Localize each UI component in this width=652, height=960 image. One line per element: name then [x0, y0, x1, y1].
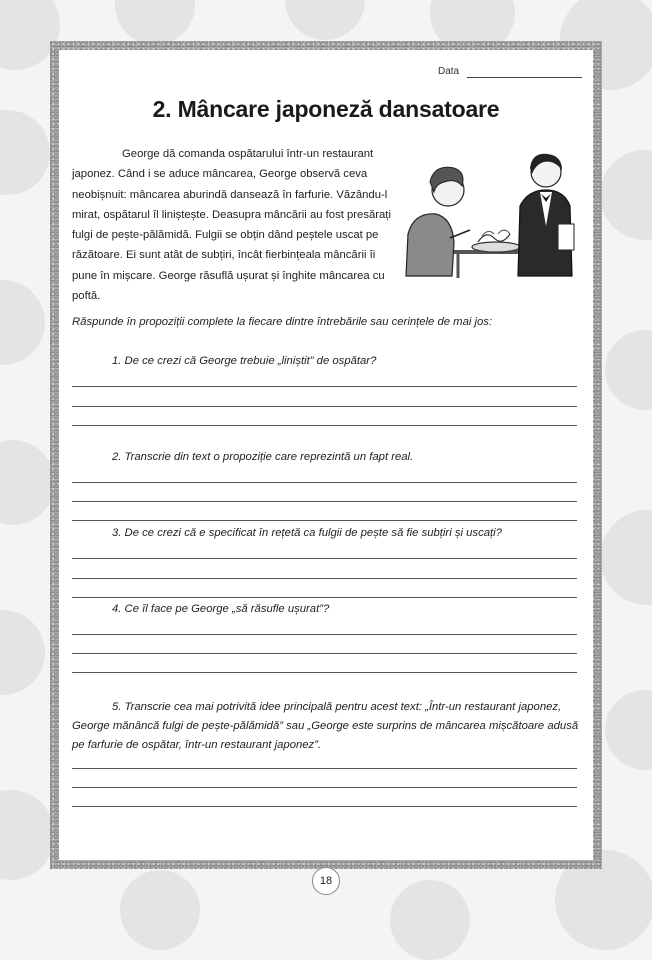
background-dot [600, 510, 652, 605]
answer-line[interactable] [72, 558, 577, 559]
illustration-svg [400, 146, 586, 278]
question-5: 5. Transcrie cea mai potrivită idee principală pentru acest text: „Într-un restaurant japonez, George mănâncă fulgi de pește-pălămidă” sau „George este surprins de mâncarea mișcătoare adusă pe farfurie de ospătar, într-un restaurant japonez”. [72, 701, 579, 751]
background-dot [605, 690, 652, 770]
answer-line[interactable] [72, 501, 577, 502]
background-dot [285, 0, 365, 40]
answer-line[interactable] [72, 597, 577, 598]
answer-line[interactable] [72, 806, 577, 807]
question-4: 4. Ce îl face pe George „să răsufle ușurat”? [112, 603, 330, 615]
background-dot [0, 280, 45, 365]
background-dot [115, 0, 195, 45]
answer-line[interactable] [72, 425, 577, 426]
page-number: 18 [312, 867, 340, 895]
answer-line[interactable] [72, 386, 577, 387]
background-dot [390, 880, 470, 960]
background-dot [120, 870, 200, 950]
question-2: 2. Transcrie din text o propoziție care reprezintă un fapt real. [112, 451, 414, 463]
background-dot [605, 330, 652, 410]
background-dot [600, 150, 652, 240]
background-dot [0, 610, 45, 695]
answer-line[interactable] [72, 520, 577, 521]
story-text [72, 144, 392, 306]
instructions: Răspunde în propoziții complete la fiecare dintre întrebările sau cerințele de mai jos: [72, 316, 493, 328]
boy-and-waiter-illustration [400, 146, 586, 278]
background-dot [0, 440, 55, 525]
question-3: 3. De ce crezi că e specificat în rețetă ca fulgii de pește să fie subțiri și uscați? [112, 527, 502, 539]
answer-line[interactable] [72, 787, 577, 788]
question-1: 1. De ce crezi că George trebuie „liniștit” de ospătar? [112, 355, 377, 367]
background-dot [0, 790, 55, 880]
answer-line[interactable] [72, 482, 577, 483]
answer-line[interactable] [72, 634, 577, 635]
answer-line[interactable] [72, 653, 577, 654]
page-title: 2. Mâncare japoneză dansatoare [152, 96, 500, 122]
answer-line[interactable] [72, 768, 577, 769]
date-label: Data [438, 66, 460, 77]
date-field-line[interactable] [467, 77, 582, 78]
story-paragraph: George dă comanda ospătarului într-un restaurant japonez. Când i se aduce mâncarea, George observă ceva neobișnuit: mâncarea aburindă dansează în farfurie. Văzându-l mirat, ospătarul îl liniștește. Deasupra mâncării au fost presărați fulgi de pește-pălămidă. Fulgii se obțin dând peștele uscat pe răzătoare. Ei sunt atât de subțiri, încât fierbințeala mâncării îi pune în mișcare. George răsuflă ușurat și înghite mâncarea cu poftă. [72, 148, 391, 303]
answer-line[interactable] [72, 578, 577, 579]
answer-line[interactable] [72, 672, 577, 673]
answer-line[interactable] [72, 406, 577, 407]
